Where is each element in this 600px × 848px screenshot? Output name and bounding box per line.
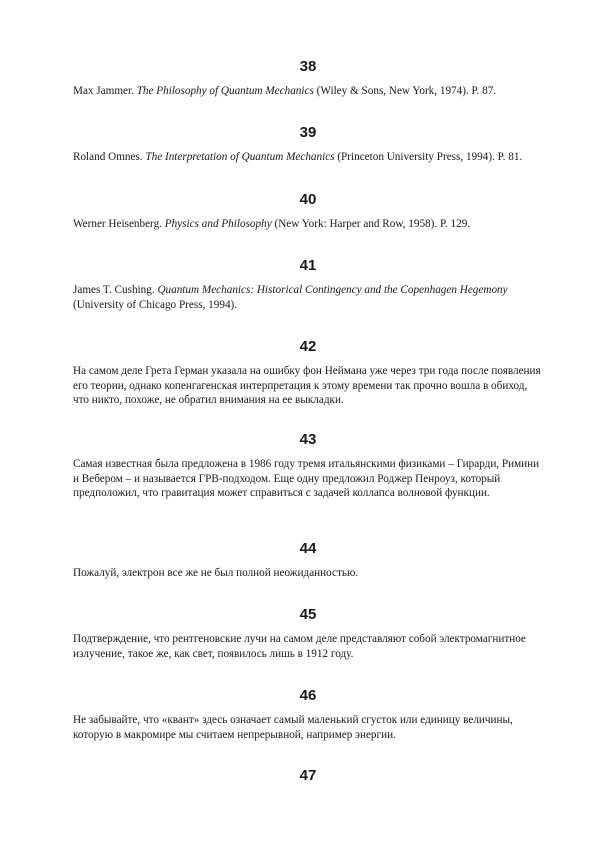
footnote-41: [73, 257, 543, 312]
citation-details: (New York: Harper and Row, 1958). P. 129.: [271, 218, 471, 230]
footnote-text: [73, 283, 543, 312]
footnote-text: [73, 217, 543, 232]
footnote-number: 40: [299, 191, 317, 208]
footnote-number: 39: [299, 124, 317, 141]
citation-author: Max Jammer.: [73, 85, 137, 97]
footnote-number: 42: [299, 338, 317, 355]
citation-details: (Princeton University Press, 1994). P. 81.: [334, 151, 523, 163]
footnote-39: [73, 124, 543, 165]
citation-author: Werner Heisenberg.: [73, 218, 165, 230]
footnote-43: [73, 431, 543, 501]
footnote-number: 38: [299, 58, 317, 75]
footnote-number: 45: [299, 606, 317, 623]
footnote-40: [73, 191, 543, 232]
footnote-text: [73, 150, 543, 165]
footnote-text: Самая известная была предложена в 1986 году тремя итальянскими физиками – Гирарди, Римини и Вебером – и называется ГРВ-подходом. Еще одну предложил Роджер Пенроуз, который предположил, что гравитация может справиться с задачей коллапса волновой функции.: [73, 458, 540, 499]
footnote-text: Не забывайте, что «квант» здесь означает самый маленький сгусток или единицу величины, которую в макромире мы считаем непрерывной, например энергии.: [73, 714, 513, 741]
footnote-number: 46: [299, 687, 317, 704]
footnote-42: [73, 338, 543, 408]
footnote-44: [73, 540, 543, 581]
footnote-text: На самом деле Грета Герман указала на ошибку фон Неймана уже через три года после появления его теории, однако копенгагенская интерпретация к этому времени так прочно вошла в обиход, что никто, похоже, не обратил внимания на ее выкладки.: [73, 365, 541, 406]
citation-details: (University of Chicago Press, 1994).: [73, 298, 238, 311]
footnote-number: 43: [299, 431, 317, 448]
footnote-38: [73, 58, 543, 99]
footnote-text: Подтверждение, что рентгеновские лучи на самом деле представляют собой электромагнитное излучение, такое же, как свет, появилось лишь в 1912 году.: [73, 633, 526, 660]
citation-title: Quantum Mechanics: Historical Contingency and the Copenhagen Hegemony: [157, 284, 508, 296]
footnote-text: [73, 84, 543, 99]
footnote-46: [73, 687, 543, 742]
citation-title: The Interpretation of Quantum Mechanics: [145, 151, 335, 163]
footnote-number: 41: [299, 257, 317, 274]
citation-title: Physics and Philosophy: [164, 218, 272, 230]
footnote-45: [73, 606, 543, 661]
footnote-text: Пожалуй, электрон все же не был полной неожиданностью.: [73, 567, 359, 579]
footnote-number: 47: [299, 767, 317, 784]
citation-author: James T. Cushing.: [73, 284, 158, 296]
citation-title: The Philosophy of Quantum Mechanics: [136, 85, 314, 97]
footnote-number: 44: [299, 540, 317, 557]
citation-author: Roland Omnes.: [73, 151, 146, 163]
citation-details: (Wiley & Sons, New York, 1974). P. 87.: [313, 85, 497, 97]
footnote-47: [73, 767, 543, 793]
